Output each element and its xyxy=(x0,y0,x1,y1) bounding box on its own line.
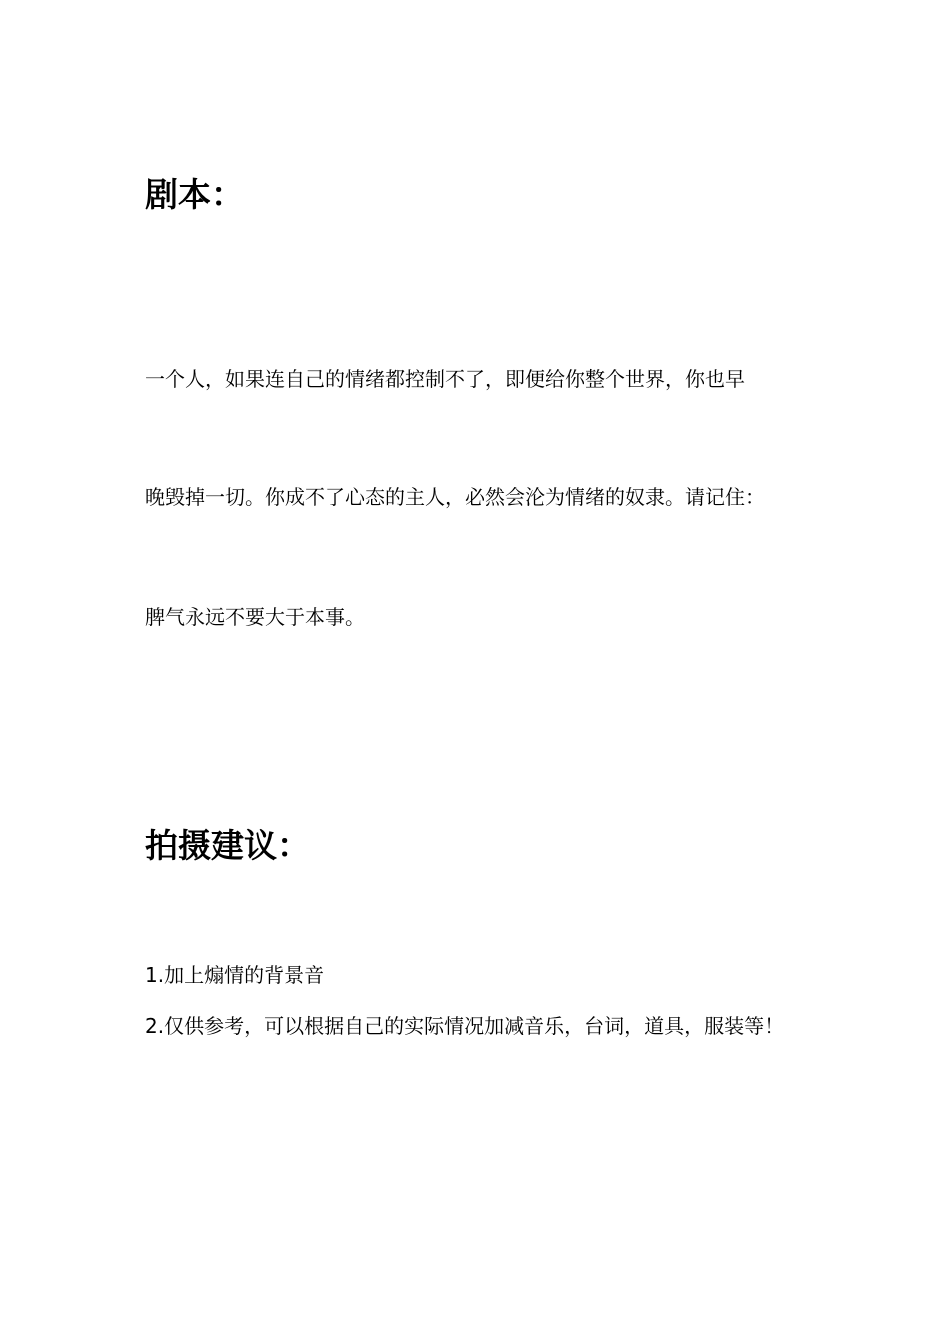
script-line: 一个人，如果连自己的情绪都控制不了，即便给你整个世界，你也早 xyxy=(145,367,745,391)
script-line: 脾气永远不要大于本事。 xyxy=(145,605,365,629)
tip-item: 2.仅供参考，可以根据自己的实际情况加减音乐，台词，道具，服装等！ xyxy=(145,1014,785,1038)
tip-item: 1.加上煽情的背景音 xyxy=(145,963,325,987)
script-line: 晚毁掉一切。你成不了心态的主人，必然会沦为情绪的奴隶。请记住： xyxy=(145,485,765,509)
script-heading: 剧本： xyxy=(145,175,244,214)
shooting-tips-heading: 拍摄建议： xyxy=(145,826,310,865)
